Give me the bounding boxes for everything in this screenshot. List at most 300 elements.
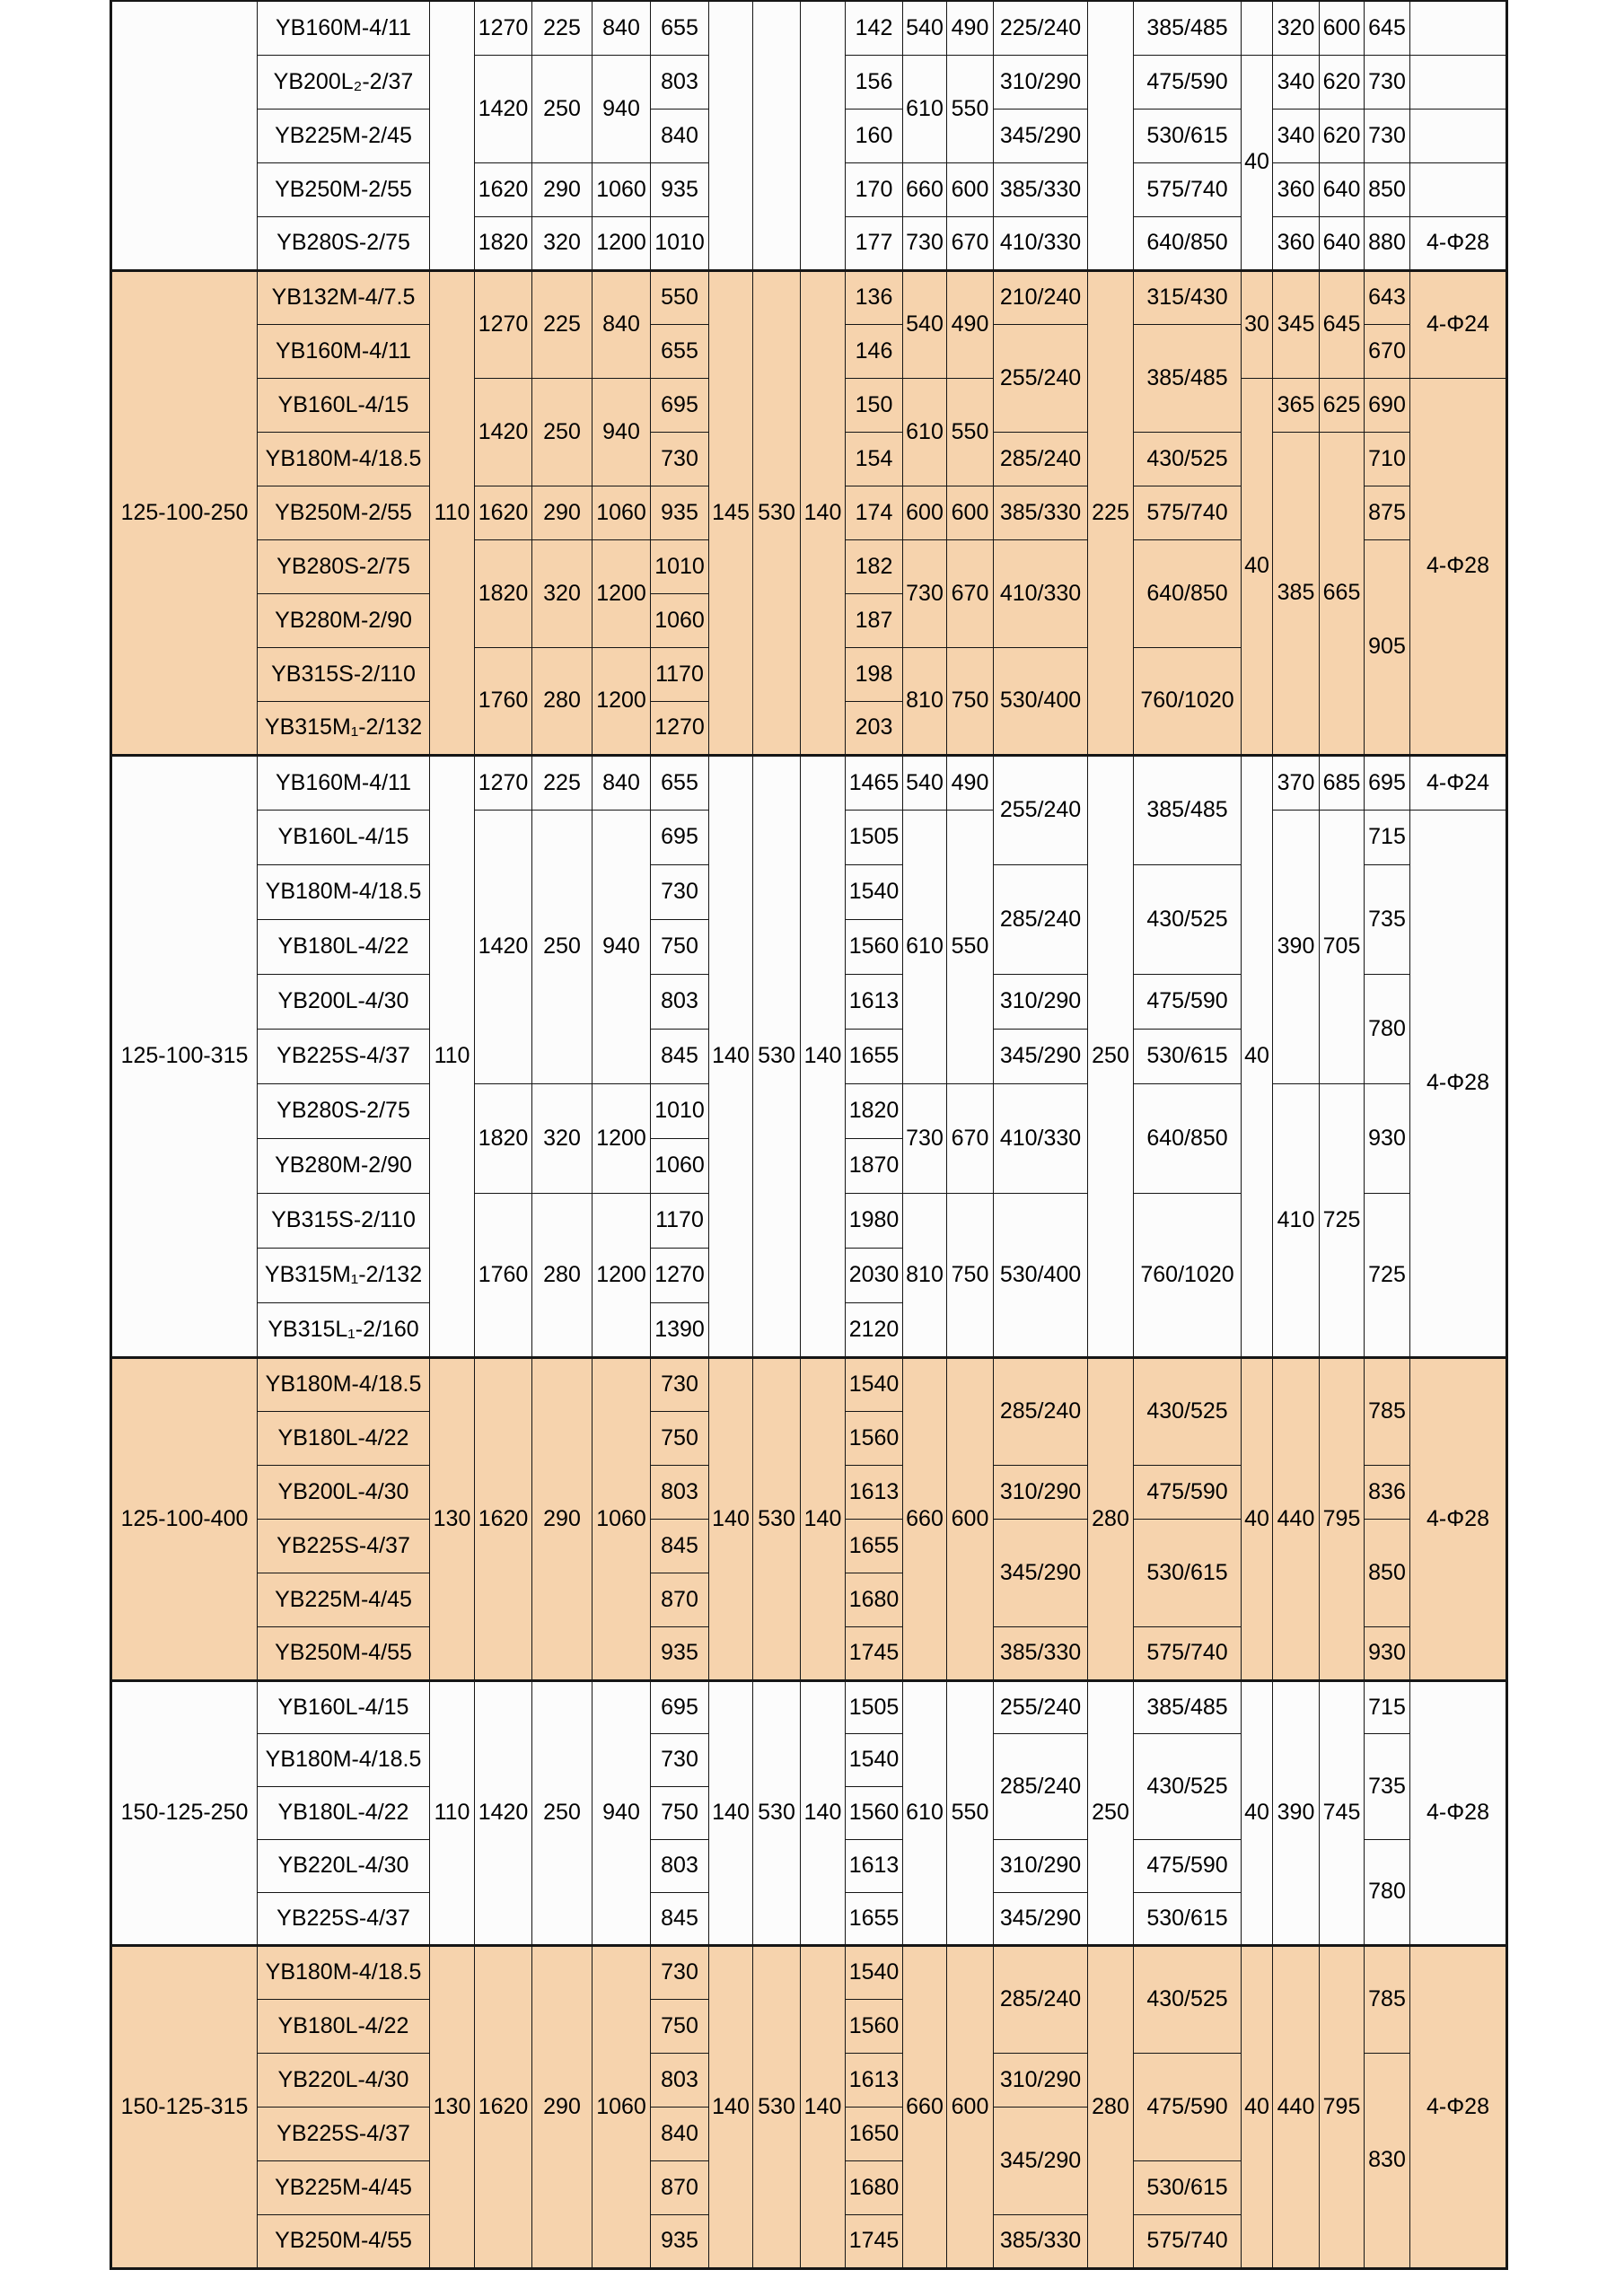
cell-j2: 550 bbox=[947, 1680, 994, 1945]
cell-i: 187 bbox=[846, 593, 903, 647]
cell-q: 690 bbox=[1365, 378, 1410, 432]
cell-j2: 750 bbox=[947, 1193, 994, 1357]
cell-o: 385 bbox=[1273, 432, 1320, 755]
cell-g: 530 bbox=[753, 1357, 801, 1680]
cell-k: 255/240 bbox=[994, 1680, 1088, 1733]
cell-a: 130 bbox=[430, 1945, 475, 2268]
cell-k: 345/290 bbox=[994, 109, 1088, 162]
cell-pump: 125-100-315 bbox=[111, 755, 258, 1357]
cell-r: 4-Φ28 bbox=[1410, 216, 1507, 270]
cell-b: 1420 bbox=[475, 1680, 532, 1945]
cell-p: 640 bbox=[1320, 216, 1365, 270]
cell-d: 840 bbox=[593, 270, 651, 378]
cell-m: 430/525 bbox=[1134, 1945, 1242, 2053]
cell-q: 715 bbox=[1365, 1680, 1410, 1733]
cell-e: 803 bbox=[651, 1465, 709, 1519]
cell-q: 850 bbox=[1365, 162, 1410, 216]
cell-motor: YB180M-4/18.5 bbox=[258, 1733, 430, 1786]
pump-section-125-100-315 bbox=[111, 755, 1507, 1357]
cell-b: 1420 bbox=[475, 810, 532, 1083]
cell-c: 225 bbox=[532, 270, 593, 378]
cell-d: 1060 bbox=[593, 1357, 651, 1680]
cell-f: 140 bbox=[709, 1357, 753, 1680]
cell-k: 410/330 bbox=[994, 1083, 1088, 1193]
table-row bbox=[111, 1, 1507, 55]
cell-p: 725 bbox=[1320, 1083, 1365, 1357]
cell-k: 310/290 bbox=[994, 2053, 1088, 2107]
cell-i: 1870 bbox=[846, 1138, 903, 1193]
cell-i: 1465 bbox=[846, 755, 903, 810]
cell-q: 715 bbox=[1365, 810, 1410, 864]
cell-i: 1540 bbox=[846, 1357, 903, 1411]
cell-n: 40 bbox=[1242, 55, 1273, 270]
cell-e: 730 bbox=[651, 432, 709, 486]
cell-d: 1200 bbox=[593, 647, 651, 755]
cell-e: 1010 bbox=[651, 1083, 709, 1138]
cell-j1: 810 bbox=[903, 647, 947, 755]
cell-f bbox=[709, 1, 753, 270]
cell-pump: 150-125-250 bbox=[111, 1680, 258, 1945]
cell-c: 290 bbox=[532, 486, 593, 539]
cell-q: 850 bbox=[1365, 1519, 1410, 1626]
cell-motor: YB160M-4/11 bbox=[258, 1, 430, 55]
cell-p: 600 bbox=[1320, 1, 1365, 55]
pump-section-150-125-250 bbox=[111, 1680, 1507, 1945]
cell-i: 142 bbox=[846, 1, 903, 55]
cell-o: 340 bbox=[1273, 55, 1320, 109]
cell-i: 1560 bbox=[846, 1786, 903, 1839]
cell-a: 110 bbox=[430, 270, 475, 755]
cell-motor: YB315S-2/110 bbox=[258, 647, 430, 701]
cell-k: 285/240 bbox=[994, 1357, 1088, 1465]
cell-j1: 540 bbox=[903, 270, 947, 378]
cell-e: 750 bbox=[651, 1999, 709, 2053]
cell-q: 780 bbox=[1365, 1839, 1410, 1945]
cell-k: 345/290 bbox=[994, 1892, 1088, 1945]
cell-b: 1270 bbox=[475, 1, 532, 55]
cell-q: 735 bbox=[1365, 1733, 1410, 1839]
cell-motor: YB315M₁-2/132 bbox=[258, 701, 430, 755]
cell-o: 370 bbox=[1273, 755, 1320, 810]
cell-j2: 600 bbox=[947, 1945, 994, 2268]
cell-r bbox=[1410, 109, 1507, 162]
cell-j2: 600 bbox=[947, 486, 994, 539]
cell-i: 177 bbox=[846, 216, 903, 270]
cell-e: 1170 bbox=[651, 647, 709, 701]
cell-i: 146 bbox=[846, 324, 903, 378]
cell-p: 625 bbox=[1320, 378, 1365, 432]
cell-b: 1820 bbox=[475, 216, 532, 270]
cell-motor: YB160L-4/15 bbox=[258, 1680, 430, 1733]
cell-j2: 490 bbox=[947, 755, 994, 810]
cell-e: 935 bbox=[651, 1626, 709, 1680]
cell-n: 30 bbox=[1242, 270, 1273, 378]
cell-q: 670 bbox=[1365, 324, 1410, 378]
cell-e: 550 bbox=[651, 270, 709, 324]
cell-m: 640/850 bbox=[1134, 539, 1242, 647]
cell-j2: 670 bbox=[947, 1083, 994, 1193]
cell-j1: 600 bbox=[903, 486, 947, 539]
pump-dimension-table bbox=[110, 0, 1508, 2270]
cell-e: 870 bbox=[651, 2160, 709, 2214]
cell-motor: YB280M-2/90 bbox=[258, 593, 430, 647]
cell-c: 290 bbox=[532, 162, 593, 216]
cell-e: 803 bbox=[651, 974, 709, 1029]
cell-b: 1820 bbox=[475, 539, 532, 647]
cell-j1: 610 bbox=[903, 810, 947, 1083]
cell-g: 530 bbox=[753, 1945, 801, 2268]
cell-d: 940 bbox=[593, 810, 651, 1083]
cell-d: 1060 bbox=[593, 1945, 651, 2268]
cell-l: 250 bbox=[1088, 1680, 1134, 1945]
cell-q: 785 bbox=[1365, 1945, 1410, 2053]
cell-m: 475/590 bbox=[1134, 1465, 1242, 1519]
cell-j2: 490 bbox=[947, 1, 994, 55]
cell-r bbox=[1410, 162, 1507, 216]
cell-m: 315/430 bbox=[1134, 270, 1242, 324]
cell-c: 290 bbox=[532, 1357, 593, 1680]
cell-e: 1010 bbox=[651, 539, 709, 593]
cell-k: 310/290 bbox=[994, 974, 1088, 1029]
cell-p: 645 bbox=[1320, 270, 1365, 378]
cell-q: 725 bbox=[1365, 1193, 1410, 1357]
cell-j2: 550 bbox=[947, 810, 994, 1083]
cell-i: 1540 bbox=[846, 864, 903, 919]
cell-i: 1613 bbox=[846, 974, 903, 1029]
cell-q: 730 bbox=[1365, 109, 1410, 162]
cell-c: 250 bbox=[532, 810, 593, 1083]
cell-i: 198 bbox=[846, 647, 903, 701]
cell-d: 1200 bbox=[593, 1193, 651, 1357]
cell-r: 4-Φ24 bbox=[1410, 755, 1507, 810]
cell-k: 310/290 bbox=[994, 1465, 1088, 1519]
cell-k: 345/290 bbox=[994, 1029, 1088, 1083]
cell-j1: 540 bbox=[903, 755, 947, 810]
cell-motor: YB250M-4/55 bbox=[258, 1626, 430, 1680]
cell-motor: YB225M-4/45 bbox=[258, 1573, 430, 1626]
cell-p: 705 bbox=[1320, 810, 1365, 1083]
cell-m: 385/485 bbox=[1134, 755, 1242, 864]
cell-e: 935 bbox=[651, 2214, 709, 2268]
cell-p: 665 bbox=[1320, 432, 1365, 755]
cell-b: 1620 bbox=[475, 486, 532, 539]
cell-i: 1613 bbox=[846, 1465, 903, 1519]
cell-l: 225 bbox=[1088, 270, 1134, 755]
cell-c: 250 bbox=[532, 1680, 593, 1945]
cell-h: 140 bbox=[801, 1680, 846, 1945]
cell-f: 140 bbox=[709, 1680, 753, 1945]
pump-section-125-100-250 bbox=[111, 270, 1507, 755]
cell-m: 475/590 bbox=[1134, 2053, 1242, 2160]
cell-c: 320 bbox=[532, 539, 593, 647]
cell-e: 730 bbox=[651, 1733, 709, 1786]
cell-b: 1420 bbox=[475, 55, 532, 162]
cell-motor: YB220L-4/30 bbox=[258, 1839, 430, 1892]
cell-n: 40 bbox=[1242, 1680, 1273, 1945]
cell-j2: 600 bbox=[947, 1357, 994, 1680]
cell-o: 340 bbox=[1273, 109, 1320, 162]
cell-motor: YB225S-4/37 bbox=[258, 1892, 430, 1945]
cell-c: 280 bbox=[532, 647, 593, 755]
cell-m: 385/485 bbox=[1134, 1, 1242, 55]
cell-motor: YB180L-4/22 bbox=[258, 1999, 430, 2053]
cell-c: 225 bbox=[532, 755, 593, 810]
cell-j2: 550 bbox=[947, 378, 994, 486]
cell-e: 803 bbox=[651, 55, 709, 109]
cell-pump: 125-100-400 bbox=[111, 1357, 258, 1680]
cell-j2: 670 bbox=[947, 216, 994, 270]
cell-g: 530 bbox=[753, 755, 801, 1357]
cell-c: 250 bbox=[532, 378, 593, 486]
cell-q: 780 bbox=[1365, 974, 1410, 1083]
cell-g: 530 bbox=[753, 270, 801, 755]
cell-q: 830 bbox=[1365, 2053, 1410, 2268]
cell-k: 530/400 bbox=[994, 1193, 1088, 1357]
cell-pump: 150-125-315 bbox=[111, 1945, 258, 2268]
cell-h: 140 bbox=[801, 1945, 846, 2268]
cell-k: 310/290 bbox=[994, 1839, 1088, 1892]
cell-f: 145 bbox=[709, 270, 753, 755]
cell-d: 1060 bbox=[593, 486, 651, 539]
cell-o: 320 bbox=[1273, 1, 1320, 55]
cell-i: 136 bbox=[846, 270, 903, 324]
cell-i: 1650 bbox=[846, 2107, 903, 2160]
cell-motor: YB200L-4/30 bbox=[258, 974, 430, 1029]
cell-q: 730 bbox=[1365, 55, 1410, 109]
cell-i: 1540 bbox=[846, 1733, 903, 1786]
cell-motor: YB315M₁-2/132 bbox=[258, 1248, 430, 1302]
cell-b: 1820 bbox=[475, 1083, 532, 1193]
cell-motor: YB160M-4/11 bbox=[258, 324, 430, 378]
cell-motor: YB160L-4/15 bbox=[258, 810, 430, 864]
cell-i: 156 bbox=[846, 55, 903, 109]
table-row bbox=[111, 1357, 1507, 1411]
cell-i: 182 bbox=[846, 539, 903, 593]
cell-e: 803 bbox=[651, 1839, 709, 1892]
cell-e: 935 bbox=[651, 162, 709, 216]
cell-motor: YB225S-4/37 bbox=[258, 2107, 430, 2160]
cell-k: 255/240 bbox=[994, 324, 1088, 432]
cell-e: 730 bbox=[651, 864, 709, 919]
cell-k: 310/290 bbox=[994, 55, 1088, 109]
cell-p: 620 bbox=[1320, 109, 1365, 162]
cell-motor: YB180L-4/22 bbox=[258, 1786, 430, 1839]
cell-m: 430/525 bbox=[1134, 1733, 1242, 1839]
cell-q: 710 bbox=[1365, 432, 1410, 486]
cell-k: 410/330 bbox=[994, 539, 1088, 647]
cell-i: 203 bbox=[846, 701, 903, 755]
cell-k: 385/330 bbox=[994, 162, 1088, 216]
cell-a: 110 bbox=[430, 755, 475, 1357]
cell-k: 345/290 bbox=[994, 1519, 1088, 1626]
cell-k: 210/240 bbox=[994, 270, 1088, 324]
cell-m: 475/590 bbox=[1134, 55, 1242, 109]
cell-motor: YB200L₂-2/37 bbox=[258, 55, 430, 109]
cell-e: 730 bbox=[651, 1945, 709, 1999]
cell-o: 345 bbox=[1273, 270, 1320, 378]
cell-i: 150 bbox=[846, 378, 903, 432]
cell-q: 645 bbox=[1365, 1, 1410, 55]
cell-i: 1980 bbox=[846, 1193, 903, 1248]
cell-a bbox=[430, 1, 475, 270]
cell-motor: YB280S-2/75 bbox=[258, 1083, 430, 1138]
cell-e: 655 bbox=[651, 755, 709, 810]
cell-m: 640/850 bbox=[1134, 1083, 1242, 1193]
cell-e: 870 bbox=[651, 1573, 709, 1626]
cell-m: 530/615 bbox=[1134, 2160, 1242, 2214]
cell-i: 1540 bbox=[846, 1945, 903, 1999]
cell-p: 685 bbox=[1320, 755, 1365, 810]
cell-h: 140 bbox=[801, 270, 846, 755]
cell-j1: 610 bbox=[903, 378, 947, 486]
cell-d: 1060 bbox=[593, 162, 651, 216]
cell-m: 760/1020 bbox=[1134, 1193, 1242, 1357]
cell-p: 795 bbox=[1320, 1357, 1365, 1680]
cell-i: 1560 bbox=[846, 1999, 903, 2053]
cell-i: 2120 bbox=[846, 1302, 903, 1357]
cell-g: 530 bbox=[753, 1680, 801, 1945]
cell-q: 643 bbox=[1365, 270, 1410, 324]
cell-e: 803 bbox=[651, 2053, 709, 2107]
cell-c: 320 bbox=[532, 216, 593, 270]
table-row bbox=[111, 270, 1507, 324]
cell-b: 1620 bbox=[475, 162, 532, 216]
cell-i: 1505 bbox=[846, 1680, 903, 1733]
cell-m: 575/740 bbox=[1134, 162, 1242, 216]
cell-i: 1613 bbox=[846, 1839, 903, 1892]
cell-f: 140 bbox=[709, 1945, 753, 2268]
pump-section-continued bbox=[111, 1, 1507, 270]
cell-i: 154 bbox=[846, 432, 903, 486]
cell-o: 390 bbox=[1273, 810, 1320, 1083]
cell-motor: YB280S-2/75 bbox=[258, 216, 430, 270]
cell-o: 360 bbox=[1273, 162, 1320, 216]
cell-h: 140 bbox=[801, 755, 846, 1357]
cell-i: 170 bbox=[846, 162, 903, 216]
cell-i: 1655 bbox=[846, 1029, 903, 1083]
cell-e: 730 bbox=[651, 1357, 709, 1411]
cell-r: 4-Φ28 bbox=[1410, 1357, 1507, 1680]
cell-q: 905 bbox=[1365, 539, 1410, 755]
cell-d: 1200 bbox=[593, 539, 651, 647]
cell-motor: YB225S-4/37 bbox=[258, 1029, 430, 1083]
cell-o: 360 bbox=[1273, 216, 1320, 270]
cell-motor: YB160L-4/15 bbox=[258, 378, 430, 432]
cell-e: 845 bbox=[651, 1029, 709, 1083]
cell-m: 430/525 bbox=[1134, 432, 1242, 486]
cell-b: 1620 bbox=[475, 1945, 532, 2268]
cell-k: 530/400 bbox=[994, 647, 1088, 755]
cell-q: 785 bbox=[1365, 1357, 1410, 1465]
cell-c: 225 bbox=[532, 1, 593, 55]
cell-motor: YB315S-2/110 bbox=[258, 1193, 430, 1248]
cell-e: 750 bbox=[651, 1411, 709, 1465]
cell-e: 695 bbox=[651, 1680, 709, 1733]
cell-p: 745 bbox=[1320, 1680, 1365, 1945]
cell-a: 110 bbox=[430, 1680, 475, 1945]
cell-m: 530/615 bbox=[1134, 109, 1242, 162]
cell-pump: 125-100-250 bbox=[111, 270, 258, 755]
cell-q: 836 bbox=[1365, 1465, 1410, 1519]
cell-motor: YB225S-4/37 bbox=[258, 1519, 430, 1573]
cell-r: 4-Φ28 bbox=[1410, 378, 1507, 755]
cell-i: 1560 bbox=[846, 1411, 903, 1465]
cell-k: 385/330 bbox=[994, 2214, 1088, 2268]
cell-l: 280 bbox=[1088, 1945, 1134, 2268]
cell-p: 640 bbox=[1320, 162, 1365, 216]
cell-j2: 750 bbox=[947, 647, 994, 755]
cell-d: 840 bbox=[593, 755, 651, 810]
cell-r: 4-Φ28 bbox=[1410, 1945, 1507, 2268]
cell-r: 4-Φ24 bbox=[1410, 270, 1507, 378]
pump-section-150-125-315 bbox=[111, 1945, 1507, 2268]
cell-b: 1270 bbox=[475, 755, 532, 810]
cell-q: 880 bbox=[1365, 216, 1410, 270]
table-row bbox=[111, 755, 1507, 810]
cell-b: 1760 bbox=[475, 647, 532, 755]
cell-r: 4-Φ28 bbox=[1410, 810, 1507, 1357]
cell-r bbox=[1410, 55, 1507, 109]
cell-q: 735 bbox=[1365, 864, 1410, 974]
cell-k: 285/240 bbox=[994, 432, 1088, 486]
cell-r: 4-Φ28 bbox=[1410, 1680, 1507, 1945]
cell-b: 1270 bbox=[475, 270, 532, 378]
cell-e: 840 bbox=[651, 109, 709, 162]
cell-n bbox=[1242, 1, 1273, 55]
cell-o: 365 bbox=[1273, 378, 1320, 432]
cell-k: 225/240 bbox=[994, 1, 1088, 55]
cell-motor: YB225M-4/45 bbox=[258, 2160, 430, 2214]
cell-motor: YB225M-2/45 bbox=[258, 109, 430, 162]
cell-j1: 660 bbox=[903, 1357, 947, 1680]
cell-m: 530/615 bbox=[1134, 1892, 1242, 1945]
cell-i: 174 bbox=[846, 486, 903, 539]
cell-i: 2030 bbox=[846, 1248, 903, 1302]
cell-o: 410 bbox=[1273, 1083, 1320, 1357]
cell-i: 1613 bbox=[846, 2053, 903, 2107]
cell-n: 40 bbox=[1242, 1357, 1273, 1680]
cell-e: 1270 bbox=[651, 701, 709, 755]
cell-i: 1560 bbox=[846, 919, 903, 974]
cell-k: 385/330 bbox=[994, 1626, 1088, 1680]
cell-m: 475/590 bbox=[1134, 1839, 1242, 1892]
cell-motor: YB220L-4/30 bbox=[258, 2053, 430, 2107]
cell-e: 1270 bbox=[651, 1248, 709, 1302]
cell-q: 695 bbox=[1365, 755, 1410, 810]
cell-e: 840 bbox=[651, 2107, 709, 2160]
cell-m: 430/525 bbox=[1134, 864, 1242, 974]
cell-m: 760/1020 bbox=[1134, 647, 1242, 755]
cell-motor: YB180M-4/18.5 bbox=[258, 1945, 430, 1999]
cell-e: 750 bbox=[651, 919, 709, 974]
cell-b: 1420 bbox=[475, 378, 532, 486]
cell-n: 40 bbox=[1242, 378, 1273, 755]
cell-motor: YB180M-4/18.5 bbox=[258, 1357, 430, 1411]
cell-l: 280 bbox=[1088, 1357, 1134, 1680]
cell-e: 845 bbox=[651, 1892, 709, 1945]
cell-motor: YB180M-4/18.5 bbox=[258, 864, 430, 919]
cell-c: 290 bbox=[532, 1945, 593, 2268]
cell-c: 250 bbox=[532, 55, 593, 162]
cell-m: 575/740 bbox=[1134, 486, 1242, 539]
cell-pump bbox=[111, 1, 258, 270]
cell-k: 285/240 bbox=[994, 1733, 1088, 1839]
cell-motor: YB250M-2/55 bbox=[258, 486, 430, 539]
cell-i: 1745 bbox=[846, 1626, 903, 1680]
cell-motor: YB180L-4/22 bbox=[258, 919, 430, 974]
cell-j2: 670 bbox=[947, 539, 994, 647]
cell-q: 930 bbox=[1365, 1626, 1410, 1680]
